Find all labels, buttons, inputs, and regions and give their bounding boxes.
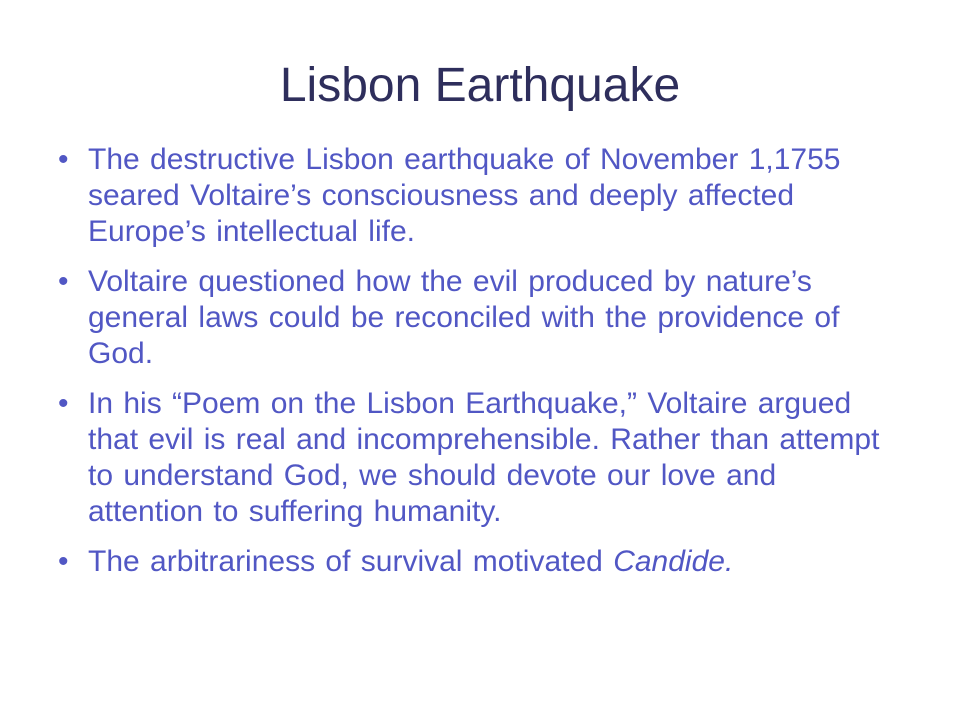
- bullet-text: Voltaire questioned how the evil produced by nature’s general laws could be reconciled with the providence of God.: [88, 265, 840, 370]
- bullet-item: [56, 386, 896, 530]
- bullet-dot-icon: •: [58, 387, 69, 420]
- bullet-text: In his “Poem on the Lisbon Earthquake,” Voltaire argued that evil is real and incomprehensible. Rather than attempt to understand God, we should devote our love and attention to suffering humanity.: [88, 387, 880, 528]
- bullet-list: [56, 142, 896, 594]
- bullet-text: The destructive Lisbon earthquake of November 1,1755 seared Voltaire’s consciousness and deeply affected Europe’s intellectual life.: [88, 143, 841, 248]
- bullet-dot-icon: •: [58, 265, 69, 298]
- bullet-dot-icon: •: [58, 545, 69, 578]
- bullet-item: [56, 544, 896, 580]
- bullet-dot-icon: •: [58, 143, 69, 176]
- slide-title: Lisbon Earthquake: [279, 59, 681, 112]
- bullet-item: [56, 264, 896, 372]
- bullet-emphasis: Candide.: [613, 545, 734, 578]
- bullet-text: The arbitrariness of survival motivated: [88, 545, 614, 578]
- bullet-item: [56, 142, 896, 250]
